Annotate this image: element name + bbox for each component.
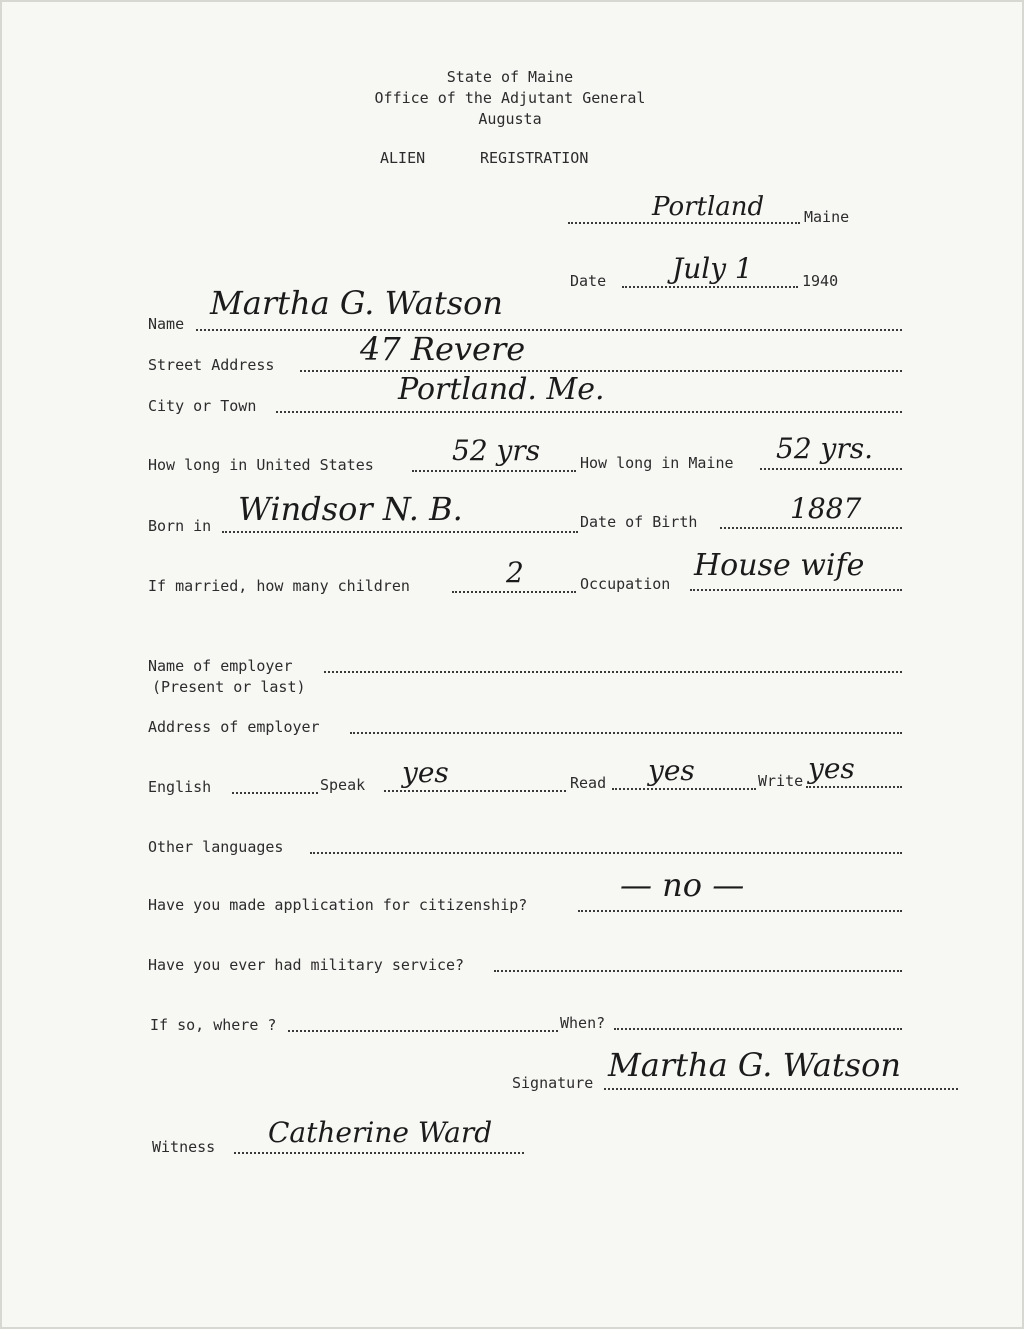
read-line <box>612 788 756 790</box>
name-line <box>196 329 902 331</box>
write-label: Write <box>758 772 804 790</box>
employer-label: Name of employer <box>148 657 293 675</box>
children-label: If married, how many children <box>148 577 410 595</box>
dob-value: 1887 <box>790 492 862 525</box>
when-line <box>614 1028 902 1030</box>
witness-value: Catherine Ward <box>268 1116 493 1149</box>
maine-value: 52 yrs. <box>776 432 874 465</box>
occupation-line <box>690 589 902 591</box>
where-label: If so, where ? <box>150 1016 277 1034</box>
children-value: 2 <box>506 556 524 589</box>
header-office: Office of the Adjutant General <box>374 89 646 107</box>
read-value: yes <box>648 754 695 787</box>
citizenship-line <box>578 910 902 912</box>
languages-label: Other languages <box>148 838 284 856</box>
witness-line <box>234 1152 524 1154</box>
date-year: 1940 <box>802 272 839 290</box>
employer-sublabel: (Present or last) <box>152 678 306 696</box>
born-line <box>222 531 578 533</box>
header-state: State of Maine <box>446 68 574 86</box>
english-label: English <box>148 778 212 796</box>
write-value: yes <box>808 752 855 785</box>
employer-address-label: Address of employer <box>148 718 320 736</box>
title-registration: REGISTRATION <box>480 149 589 167</box>
street-label: Street Address <box>148 356 275 374</box>
city-label: City or Town <box>148 397 257 415</box>
speak-line <box>384 790 566 792</box>
employer-address-line <box>350 732 902 734</box>
where-line <box>288 1030 558 1032</box>
english-line <box>232 792 318 794</box>
title-alien: ALIEN <box>380 149 426 167</box>
maine-line <box>760 468 902 470</box>
occupation-value: House wife <box>694 548 865 583</box>
place-line <box>568 222 800 224</box>
citizenship-label: Have you made application for citizenship? <box>148 896 528 914</box>
date-line <box>622 286 798 288</box>
occupation-label: Occupation <box>580 575 671 593</box>
signature-line <box>604 1088 958 1090</box>
speak-value: yes <box>402 756 449 789</box>
born-label: Born in <box>148 517 212 535</box>
witness-label: Witness <box>152 1138 216 1156</box>
us-label: How long in United States <box>148 456 374 474</box>
maine-label: How long in Maine <box>580 454 734 472</box>
speak-label: Speak <box>320 776 366 794</box>
street-value: 47 Revere <box>360 330 526 368</box>
city-value: Portland. Me. <box>398 372 605 407</box>
when-label: When? <box>560 1014 606 1032</box>
place-value: Portland <box>652 192 765 222</box>
signature-value: Martha G. Watson <box>608 1046 901 1084</box>
dob-line <box>720 527 902 529</box>
born-value: Windsor N. B. <box>238 490 463 528</box>
children-line <box>452 591 576 593</box>
city-line <box>276 411 902 413</box>
employer-line <box>324 671 902 673</box>
citizenship-value: — no — <box>620 866 745 904</box>
name-label: Name <box>148 315 185 333</box>
signature-label: Signature <box>512 1074 594 1092</box>
date-value: July 1 <box>672 252 753 285</box>
dob-label: Date of Birth <box>580 513 698 531</box>
military-label: Have you ever had military service? <box>148 956 465 974</box>
write-line <box>806 786 902 788</box>
us-value: 52 yrs <box>452 434 541 467</box>
header-city: Augusta <box>478 110 542 128</box>
languages-line <box>310 852 902 854</box>
read-label: Read <box>570 774 607 792</box>
place-suffix: Maine <box>804 208 850 226</box>
military-line <box>494 970 902 972</box>
name-value: Martha G. Watson <box>210 284 503 322</box>
date-label: Date <box>570 272 607 290</box>
us-line <box>412 470 576 472</box>
